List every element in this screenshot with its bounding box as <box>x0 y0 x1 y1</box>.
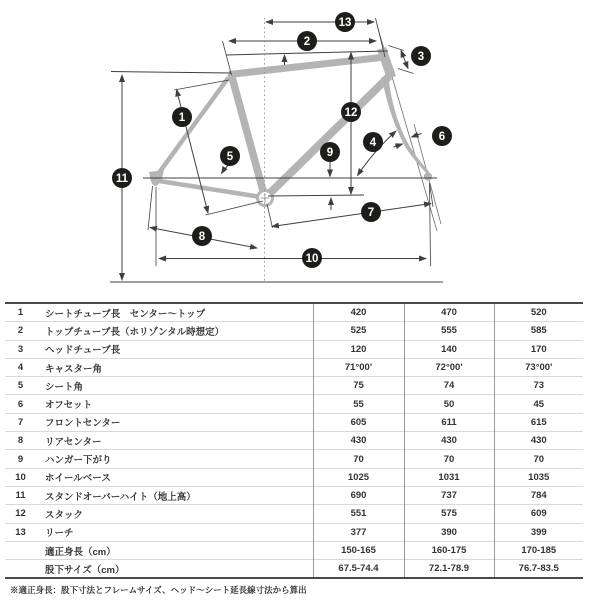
dimension-marker-1 <box>172 107 192 127</box>
ext-front-center-left <box>267 204 273 228</box>
row-label: リアセンター <box>36 432 313 450</box>
reference-lines <box>110 18 446 282</box>
row-value: 690 <box>313 486 404 504</box>
marker-number: 1 <box>178 112 186 124</box>
table-row <box>5 358 583 376</box>
row-number <box>5 541 36 559</box>
row-label: ヘッドチューブ長 <box>36 340 313 358</box>
row-value: 609 <box>494 505 583 523</box>
row-value: 67.5-74.4 <box>313 560 404 579</box>
dimension-marker-13 <box>335 12 355 32</box>
headtop-level-line <box>226 51 388 55</box>
row-value: 737 <box>404 486 494 504</box>
row-value: 71°00' <box>313 358 404 376</box>
row-value: 784 <box>494 486 583 504</box>
row-value: 1031 <box>404 468 494 486</box>
marker-number: 3 <box>417 51 425 63</box>
row-label: スタンドオーバーハイト（地上高） <box>36 486 313 504</box>
table-row <box>5 303 583 322</box>
standover-level-line <box>111 72 231 74</box>
row-value: 1025 <box>313 468 404 486</box>
marker-number: 7 <box>367 207 375 219</box>
row-value: 611 <box>404 413 494 431</box>
row-label: シートチューブ長 センター～トップ <box>45 308 206 320</box>
row-number <box>5 560 36 579</box>
row-number: 5 <box>5 377 36 395</box>
row-value: 420 <box>313 303 404 322</box>
marker-number: 8 <box>198 231 206 243</box>
marker-number: 5 <box>226 151 234 163</box>
row-value: 120 <box>313 340 404 358</box>
table-row <box>5 523 583 541</box>
table-row <box>5 505 583 523</box>
row-label: ハンガー下がり <box>36 450 313 468</box>
marker-number: 6 <box>438 131 446 143</box>
chain-stay <box>156 181 264 198</box>
dimension-marker-4 <box>363 132 383 152</box>
row-value: 170-185 <box>494 541 583 559</box>
row-value: 75 <box>313 377 404 395</box>
row-number: 7 <box>5 413 36 431</box>
dimension-marker-6 <box>432 126 452 146</box>
row-label: キャスター角 <box>36 358 313 376</box>
marker-number: 2 <box>303 36 311 48</box>
row-value: 430 <box>494 432 583 450</box>
ext-bb-perp <box>206 201 264 215</box>
dimension-marker-8 <box>192 226 212 246</box>
row-number: 11 <box>5 486 36 504</box>
row-label: オフセット <box>36 395 313 413</box>
row-value: 520 <box>494 303 583 322</box>
row-label: フロントセンター <box>36 413 313 431</box>
row-number: 12 <box>5 505 36 523</box>
row-value: 1035 <box>494 468 583 486</box>
marker-number: 4 <box>369 137 377 149</box>
seat-stay <box>156 78 229 178</box>
seat-tube <box>231 74 265 199</box>
row-number: 2 <box>5 322 36 340</box>
marker-number: 11 <box>115 173 129 185</box>
table-row <box>5 377 583 395</box>
marker-number: 10 <box>305 253 319 265</box>
ext-wheelbase-right <box>430 184 431 266</box>
row-value: 551 <box>313 505 404 523</box>
row-number: 1 <box>17 307 24 319</box>
table-row <box>5 413 583 431</box>
row-value: 72°00' <box>404 358 494 376</box>
row-number: 9 <box>5 450 36 468</box>
row-number: 10 <box>5 468 36 486</box>
front-axle <box>424 172 432 180</box>
tick-headtube-top <box>389 46 404 51</box>
row-value: 585 <box>494 322 583 340</box>
marker-number: 13 <box>338 17 352 29</box>
row-value: 470 <box>404 303 494 322</box>
row-value: 555 <box>404 322 494 340</box>
row-value: 150-165 <box>313 541 404 559</box>
row-value: 615 <box>494 413 583 431</box>
head-tube <box>382 49 392 78</box>
top-tube <box>229 57 385 75</box>
row-value: 399 <box>494 523 583 541</box>
row-value: 377 <box>313 523 404 541</box>
dimension-marker-5 <box>220 146 240 166</box>
dimension-marker-2 <box>297 31 317 51</box>
row-value: 50 <box>404 395 494 413</box>
seat-tube-axis-extension <box>223 41 232 75</box>
row-value: 160-175 <box>404 541 494 559</box>
row-value: 70 <box>494 450 583 468</box>
rear-axle <box>152 178 160 186</box>
table-row <box>5 395 583 413</box>
bb-level-line <box>268 195 364 196</box>
table-row <box>5 340 583 358</box>
row-value: 430 <box>313 432 404 450</box>
table-row <box>5 468 583 486</box>
table-row <box>5 541 583 559</box>
row-value: 73°00' <box>494 358 583 376</box>
dimension-marker-9 <box>320 142 340 162</box>
dim-3-head-tube <box>401 51 408 69</box>
dimension-marker-11 <box>112 168 132 188</box>
row-value: 525 <box>313 322 404 340</box>
row-value: 140 <box>404 340 494 358</box>
row-number: 13 <box>5 523 36 541</box>
row-value: 73 <box>494 377 583 395</box>
row-value: 45 <box>494 395 583 413</box>
tick-headtube-bottom <box>398 69 414 74</box>
row-value: 605 <box>313 413 404 431</box>
row-label: シート角 <box>36 377 313 395</box>
row-value: 76.7-83.5 <box>494 560 583 579</box>
table-row <box>5 560 583 579</box>
table-row <box>5 322 583 340</box>
ext-rear-center <box>148 186 153 230</box>
footnote: ※適正身長：股下寸法とフレームサイズ、ヘッド～シート延長線寸法から算出 <box>10 585 307 595</box>
row-value: 74 <box>404 377 494 395</box>
row-value: 430 <box>404 432 494 450</box>
row-value: 70 <box>313 450 404 468</box>
dimension-marker-10 <box>302 248 322 268</box>
row-value: 72.1-78.9 <box>404 560 494 579</box>
row-label: スタック <box>36 505 313 523</box>
table-row <box>5 432 583 450</box>
marker-number: 9 <box>326 147 334 159</box>
row-value: 390 <box>404 523 494 541</box>
row-number: 6 <box>5 395 36 413</box>
row-number: 3 <box>5 340 36 358</box>
table-row <box>5 486 583 504</box>
dim-7-front-center <box>272 204 431 227</box>
row-label: リーチ <box>36 523 313 541</box>
row-value: 575 <box>404 505 494 523</box>
dimension-marker-7 <box>361 202 381 222</box>
row-value: 55 <box>313 395 404 413</box>
dimension-marker-3 <box>411 46 431 66</box>
row-value: 170 <box>494 340 583 358</box>
row-value: 70 <box>404 450 494 468</box>
dimension-marker-12 <box>341 102 361 122</box>
row-label: 適正身長（cm） <box>36 541 313 559</box>
marker-number: 12 <box>344 107 358 119</box>
row-label: トップチューブ長（ホリゾンタル時想定） <box>36 322 313 340</box>
fork-blade <box>382 77 430 175</box>
dim-6-offset-left-arrow <box>394 144 403 147</box>
row-label: ホイールベース <box>36 468 313 486</box>
geometry-table <box>5 302 583 579</box>
row-number: 4 <box>5 358 36 376</box>
row-label: 股下サイズ（cm） <box>36 560 313 579</box>
table-row <box>5 450 583 468</box>
row-number: 8 <box>5 432 36 450</box>
